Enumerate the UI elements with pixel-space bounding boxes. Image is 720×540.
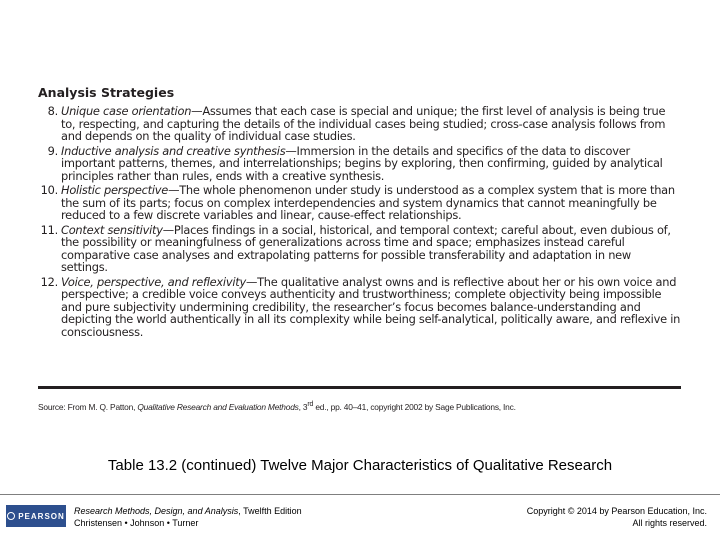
item-text: —The qualitative analyst owns and is reflective about her or his own voice and perspective; a credible voice conveys authenticity and trustworthiness; complete objectivity being impossible and pure subjectivity undermining credibility, the researcher’s focus becomes balance-understanding and depicting the world authentically in all its complexity while being self-analytical, politically aware, and reflexive in consciousness.: [61, 274, 681, 339]
strategy-list: [38, 105, 681, 338]
footer-edition: , Twelfth Edition: [238, 506, 302, 516]
pearson-logo: [6, 505, 66, 527]
list-item: [38, 276, 681, 339]
item-title: Unique case orientation: [61, 104, 192, 118]
item-number: 11.: [40, 222, 58, 237]
table-bottom-rule: [38, 386, 681, 389]
footer-divider: [0, 494, 720, 495]
source-suffix: ed., pp. 40–41, copyright 2002 by Sage Publications, Inc.: [313, 401, 516, 412]
source-prefix: Source: From M. Q. Patton,: [38, 401, 138, 412]
list-item: [38, 145, 681, 183]
item-title: Inductive analysis and creative synthesis: [61, 143, 286, 158]
item-title: Voice, perspective, and reflexivity: [61, 274, 246, 289]
source-edition-superscript: rd: [307, 401, 314, 408]
item-number: 9.: [47, 143, 58, 158]
list-item: [38, 184, 681, 222]
pearson-logo-icon: [7, 512, 15, 520]
item-text: —Assumes that each case is special and unique; the first level of analysis is being true to, respecting, and capturing the details of the individual cases being studied; cross-case analysis follows from and depends on the quality of individual case studies.: [61, 104, 666, 143]
copyright-line: Copyright © 2014 by Pearson Education, Inc.: [526, 506, 707, 516]
list-item: [38, 105, 681, 143]
item-text: —Immersion in the details and specifics of the data to discover important patterns, themes, and interrelationships; begins by exploring, then confirming, guided by analytical principles rather than rules, ends with a creative synthesis.: [61, 143, 663, 183]
list-item: [38, 224, 681, 274]
footer-copyright: [527, 505, 707, 529]
characteristics-table: [38, 85, 681, 340]
pearson-logo-text: PEARSON: [18, 511, 65, 521]
source-edition: , 3: [298, 401, 308, 412]
source-book-title: Qualitative Research and Evaluation Methods: [137, 401, 299, 412]
item-title: Context sensitivity: [61, 222, 163, 237]
footer-book-line: [74, 505, 302, 517]
item-number: 12.: [40, 274, 58, 289]
item-title: Holistic perspective: [61, 183, 169, 197]
footer-authors: Christensen • Johnson • Turner: [74, 518, 199, 528]
item-text: —The whole phenomenon under study is understood as a complex system that is more than the sum of its parts; focus on complex interdependencies and system dynamics that cannot meaningfully be reduced to a few discrete variables and linear, cause-effect relationships.: [61, 183, 675, 222]
slide-caption: Table 13.2 (continued) Twelve Major Characteristics of Qualitative Research: [107, 457, 613, 474]
table-heading: Analysis Strategies: [38, 85, 175, 100]
rights-line: All rights reserved.: [632, 518, 707, 528]
footer-book-info: [74, 505, 302, 529]
item-text: —Places findings in a social, historical, and temporal context; careful about, even dubious of, the possibility or meaningfulness of generalizations across time and space; emphasizes instead careful comparative case analyses and extrapolating patterns for possible transferability and adaptation in new settings.: [61, 222, 671, 274]
item-number: 8.: [47, 104, 58, 118]
footer-book-title: Research Methods, Design, and Analysis: [74, 506, 239, 516]
item-number: 10.: [40, 183, 58, 197]
source-note: [38, 401, 516, 412]
